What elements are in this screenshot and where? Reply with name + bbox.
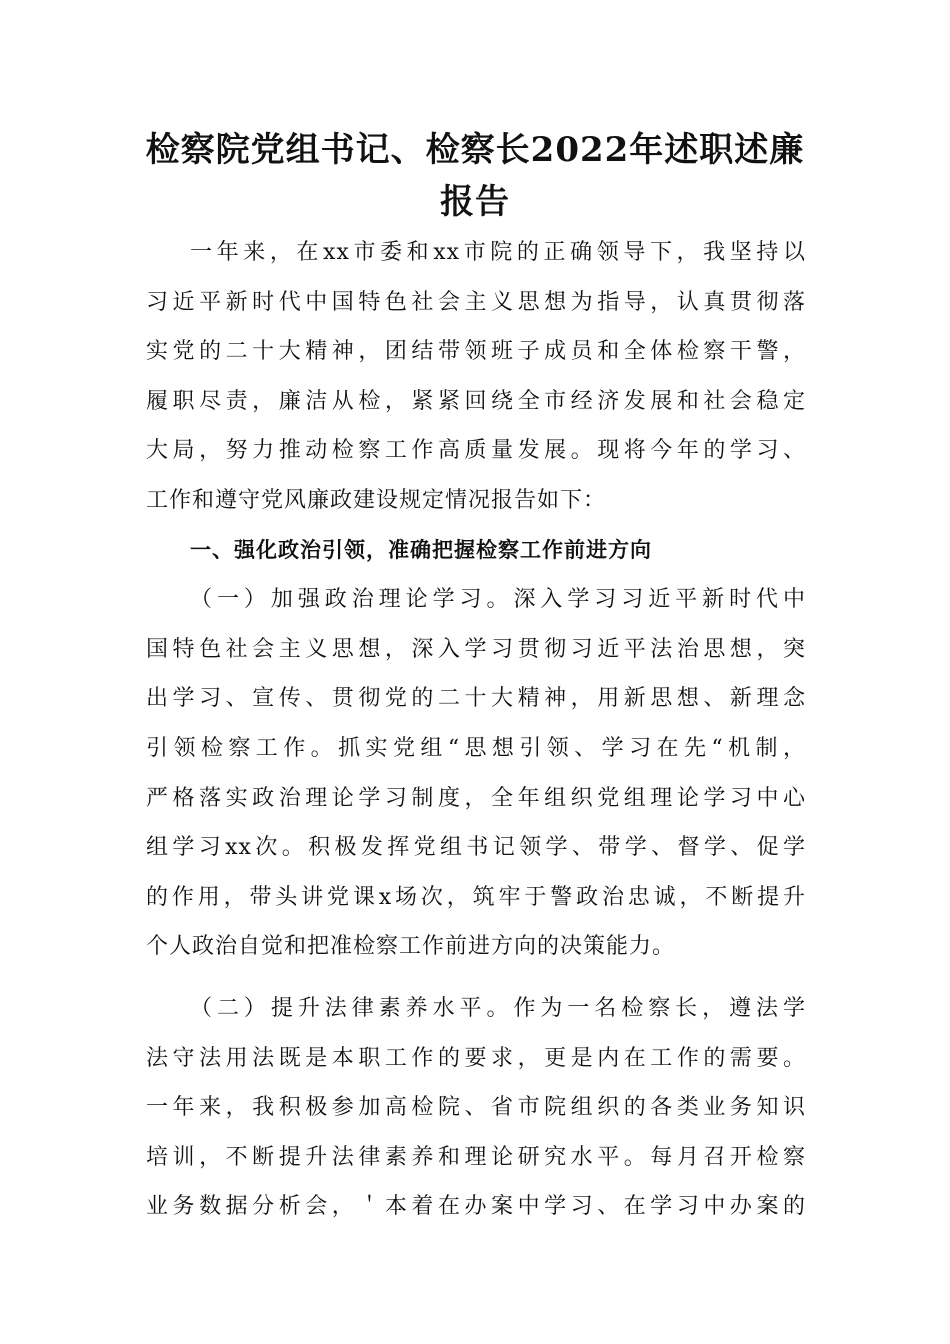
text-line: 一年来，我积极参加高检院、省市院组织的各类业务知识 — [146, 1095, 806, 1121]
text-line: 的作用，带头讲党课x场次，筑牢于警政治忠诚，不断提升 — [146, 884, 806, 910]
document-title — [130, 124, 820, 228]
paragraph-section-1-1 — [146, 575, 806, 972]
text-line: 习近平新时代中国特色社会主义思想为指导，认真贯彻落 — [146, 289, 806, 315]
text-line: 工作和遵守党风廉政建设规定情况报告如下： — [146, 487, 607, 513]
text-line: 出学习、宣传、贯彻党的二十大精神，用新思想、新理念 — [146, 686, 806, 712]
text-line: 严格落实政治理论学习制度，全年组织党组理论学习中心 — [146, 785, 806, 811]
text-line: （一）加强政治理论学习。深入学习习近平新时代中 — [190, 587, 806, 613]
text-line: 个人政治自觉和把准检察工作前进方向的决策能力。 — [146, 934, 676, 960]
title-line-2: 报告 — [440, 182, 510, 222]
paragraph-intro — [146, 228, 806, 526]
section-heading-1: 一、强化政治引领，准确把握检察工作前进方向 — [190, 537, 652, 562]
text-line: 大局，努力推动检察工作高质量发展。现将今年的学习、 — [146, 438, 806, 464]
paragraph-gap — [146, 972, 806, 984]
text-line: 业务数据分析会，＇本着在办案中学习、在学习中办案的 — [146, 1194, 806, 1220]
text-line: 履职尽责，廉洁从检，紧紧回绕全市经济发展和社会稳定 — [146, 388, 806, 414]
text-line: 国特色社会主义思想，深入学习贯彻习近平法治思想，突 — [146, 636, 806, 662]
title-line-1: 检察院党组书记、检察长2022年述职述廉 — [145, 130, 805, 170]
text-line: 实党的二十大精神，团结带领班子成员和全体检察干警， — [146, 339, 806, 365]
text-line: 组学习xx次。积极发挥党组书记领学、带学、督学、促学 — [146, 835, 806, 861]
text-line: 引领检察工作。抓实党组“思想引领、学习在先“机制， — [146, 735, 806, 761]
text-line: 一年来，在xx市委和xx市院的正确领导下，我坚持以 — [190, 240, 806, 265]
text-line: 法守法用法既是本职工作的要求，更是内在工作的需要。 — [146, 1045, 806, 1071]
text-line: （二）提升法律素养水平。作为一名检察长，遵法学 — [190, 995, 806, 1021]
text-line: 培训，不断提升法律素养和理论研究水平。每月召开检察 — [146, 1144, 806, 1170]
document-body — [146, 228, 806, 1232]
paragraph-section-1-2 — [146, 984, 806, 1232]
